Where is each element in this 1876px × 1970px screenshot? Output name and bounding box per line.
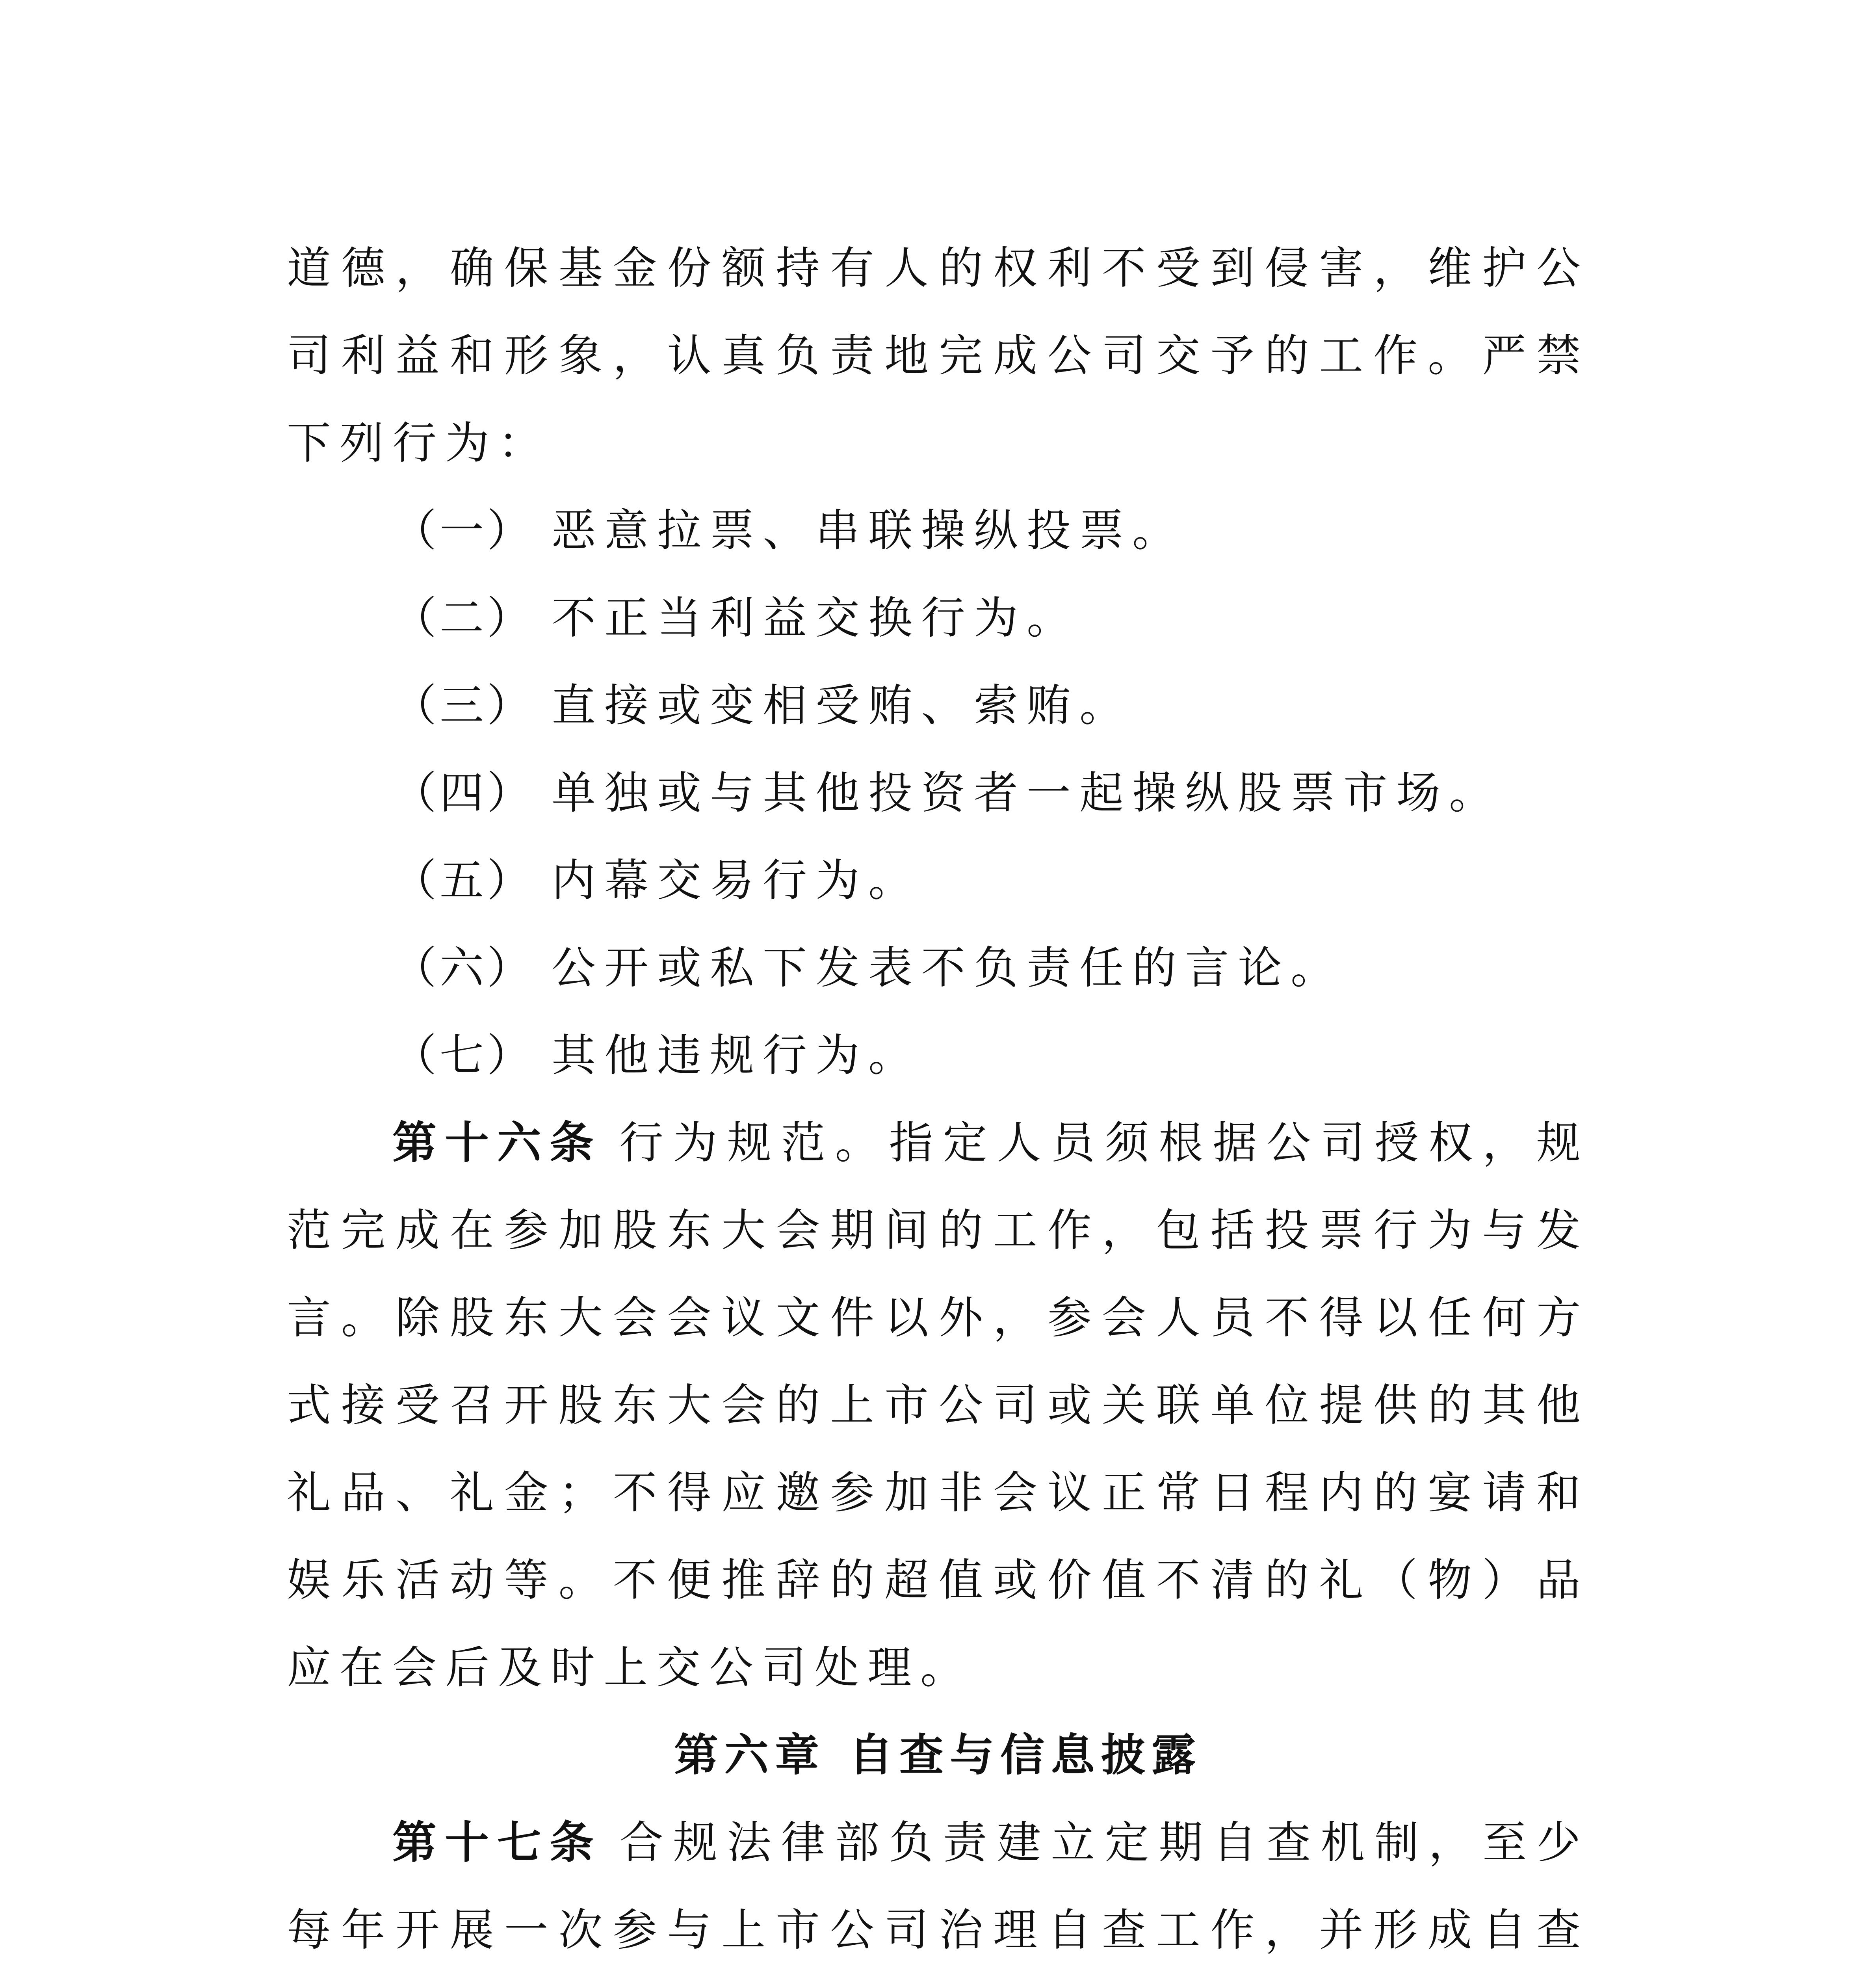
article-17: [287, 1799, 1589, 1970]
article-text: 合规法律部负责建立定期自查机制，至少每年开展一次参与上市公司治理自查工作，并形成自查: [287, 1817, 1590, 1956]
list-item: [287, 1012, 1589, 1099]
list-item-number: （五）: [392, 855, 534, 906]
article-text: 行为规范。指定人员须根据公司授权，规范完成在参加股东大会期间的工作，包括投票行为与发言。除股东大会会议文件以外，参会人员不得以任何方式接受召开股东大会的上市公司或关联单位提供的其他礼品、礼金；不得应邀参加非会议正常日程内的宴请和娱乐活动等。不便推辞的超值或价值不清的礼（物）品应在会后及时上交公司处理。: [287, 1117, 1590, 1693]
list-item-text: 直接或变相受贿、索贿。: [552, 680, 1132, 731]
list-item-number: （一）: [392, 505, 534, 556]
chapter-title: 自查与信息披露: [849, 1730, 1202, 1781]
list-item-text: 其他违规行为。: [552, 1030, 921, 1081]
list-item: [287, 487, 1589, 574]
list-item-text: 内幕交易行为。: [552, 855, 921, 906]
list-item: [287, 662, 1589, 749]
chapter-number: 第六章: [674, 1730, 825, 1781]
list-item-number: （四）: [392, 768, 534, 819]
list-item: [287, 574, 1589, 662]
list-item-number: （三）: [392, 680, 534, 731]
list-item-text: 公开或私下发表不负责任的言论。: [552, 942, 1343, 994]
article-16: [287, 1099, 1589, 1712]
article-number: 第十六条: [392, 1117, 602, 1169]
list-item-text: 单独或与其他投资者一起操纵股票市场。: [552, 768, 1502, 819]
list-item-text: 不正当利益交换行为。: [552, 593, 1079, 644]
list-item-number: （六）: [392, 942, 534, 994]
article-number: 第十七条: [392, 1817, 602, 1868]
intro-paragraph: 道德，确保基金份额持有人的权利不受到侵害，维护公司利益和形象，认真负责地完成公司交予的工作。严禁下列行为：: [287, 243, 1589, 469]
list-item-text: 恶意拉票、串联操纵投票。: [552, 505, 1185, 556]
chapter-heading: [287, 1712, 1589, 1799]
list-item: [287, 837, 1589, 924]
list-item: [287, 749, 1589, 837]
document-body: [287, 225, 1589, 1970]
list-item-number: （七）: [392, 1030, 534, 1081]
prohibited-behavior-list: [287, 487, 1589, 1099]
list-item: [287, 924, 1589, 1012]
list-item-number: （二）: [392, 593, 534, 644]
